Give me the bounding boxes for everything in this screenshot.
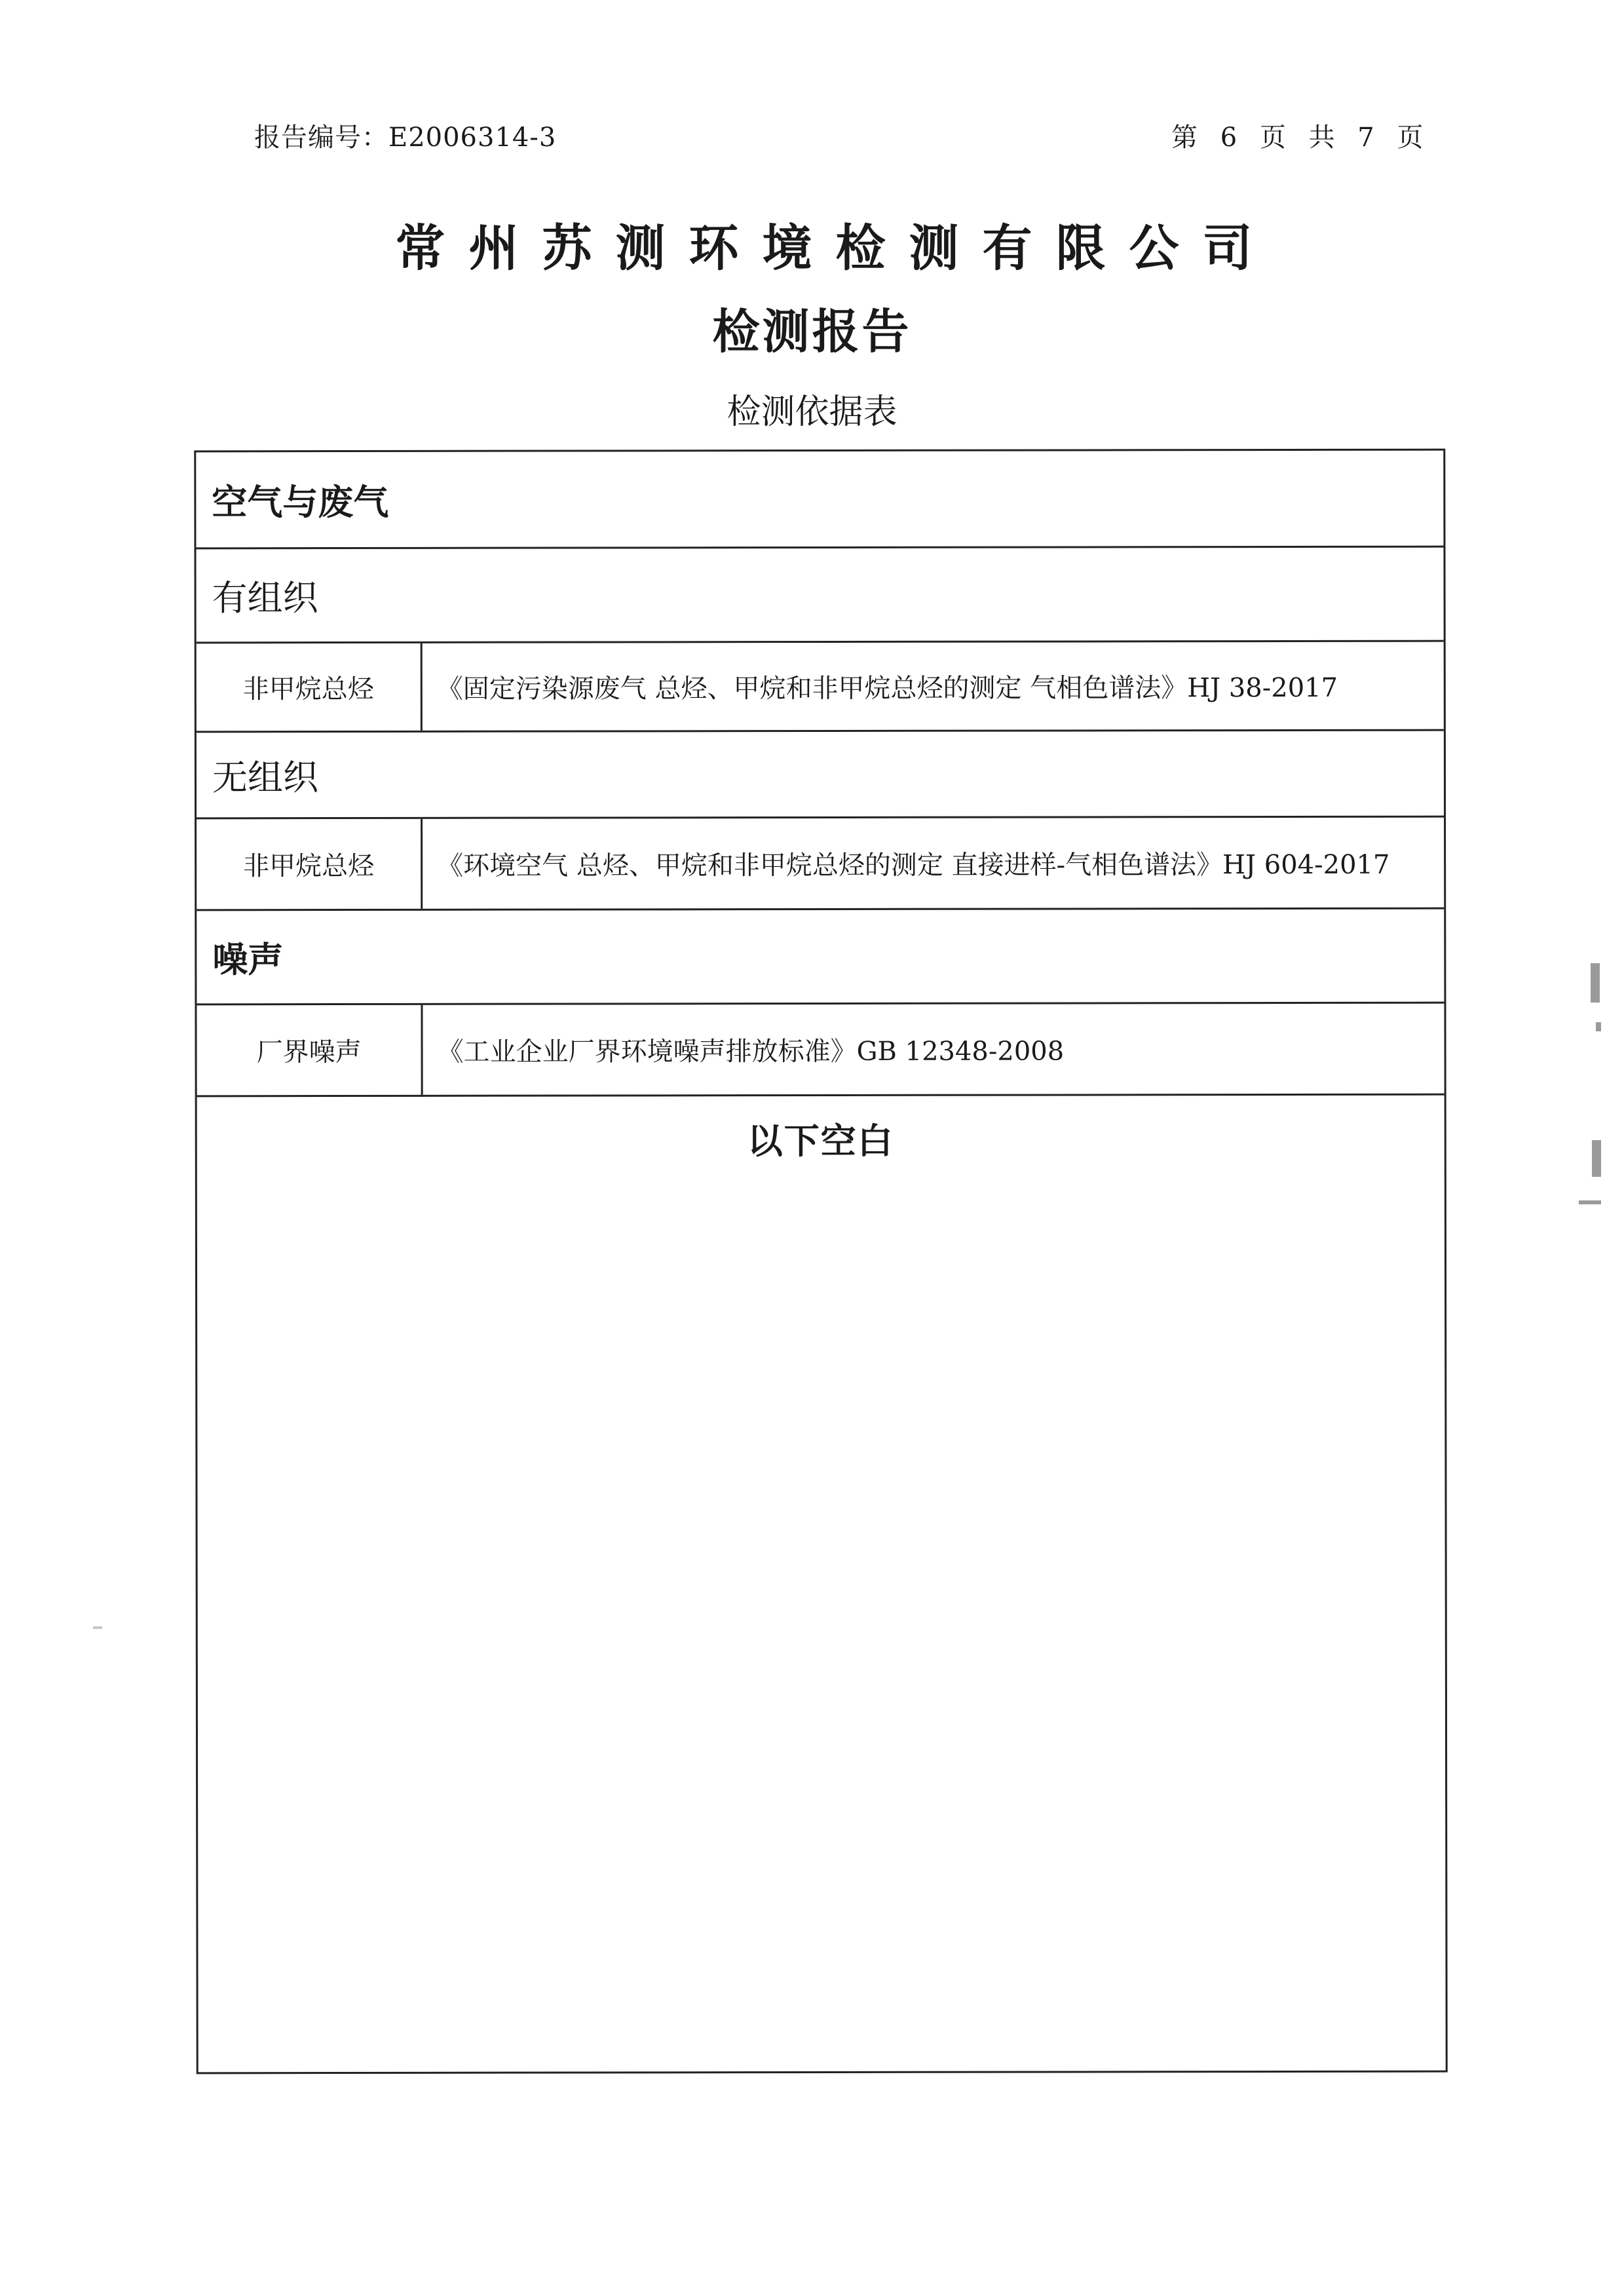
item-basis: 《环境空气 总烃、甲烷和非甲烷总烃的测定 直接进样-气相色谱法》HJ 604-2017	[437, 849, 1390, 881]
section-air-label: 空气与废气	[212, 480, 389, 524]
scan-edge-mark	[1591, 963, 1600, 1003]
table-row	[197, 642, 1444, 733]
table-row	[197, 1004, 1444, 1098]
item-basis: 《工业企业厂界环境噪声排放标准》GB 12348-2008	[437, 1036, 1065, 1067]
page-info: 第 6 页 共 7 页	[1171, 123, 1426, 153]
company-name: 常州苏测环境检测有限公司	[395, 219, 1276, 277]
item-name: 非甲烷总烃	[197, 643, 423, 731]
basis-table	[194, 449, 1447, 2075]
scan-dust-mark	[93, 1626, 102, 1629]
table-title: 检测依据表	[727, 392, 897, 432]
scan-edge-mark	[1579, 1200, 1601, 1204]
subsection-unorganized-label: 无组织	[212, 757, 319, 799]
report-number: 报告编号：E2006314-3	[254, 123, 557, 153]
section-air-header	[196, 451, 1443, 550]
section-noise-label: 噪声	[212, 938, 284, 981]
item-basis: 《固定污染源废气 总烃、甲烷和非甲烷总烃的测定 气相色谱法》HJ 38-2017	[436, 672, 1338, 704]
report-title: 检测报告	[712, 303, 912, 359]
scan-edge-mark	[1592, 1140, 1601, 1177]
subsection-unorganized	[197, 731, 1444, 820]
subsection-organized	[196, 548, 1443, 644]
section-noise-header	[197, 909, 1444, 1006]
blank-note: 以下空白	[747, 1119, 894, 1162]
item-name: 厂界噪声	[197, 1005, 423, 1095]
table-row	[197, 818, 1444, 911]
subsection-organized-label: 有组织	[212, 577, 318, 619]
item-name: 非甲烷总烃	[197, 819, 423, 909]
scan-edge-mark	[1596, 1022, 1601, 1031]
